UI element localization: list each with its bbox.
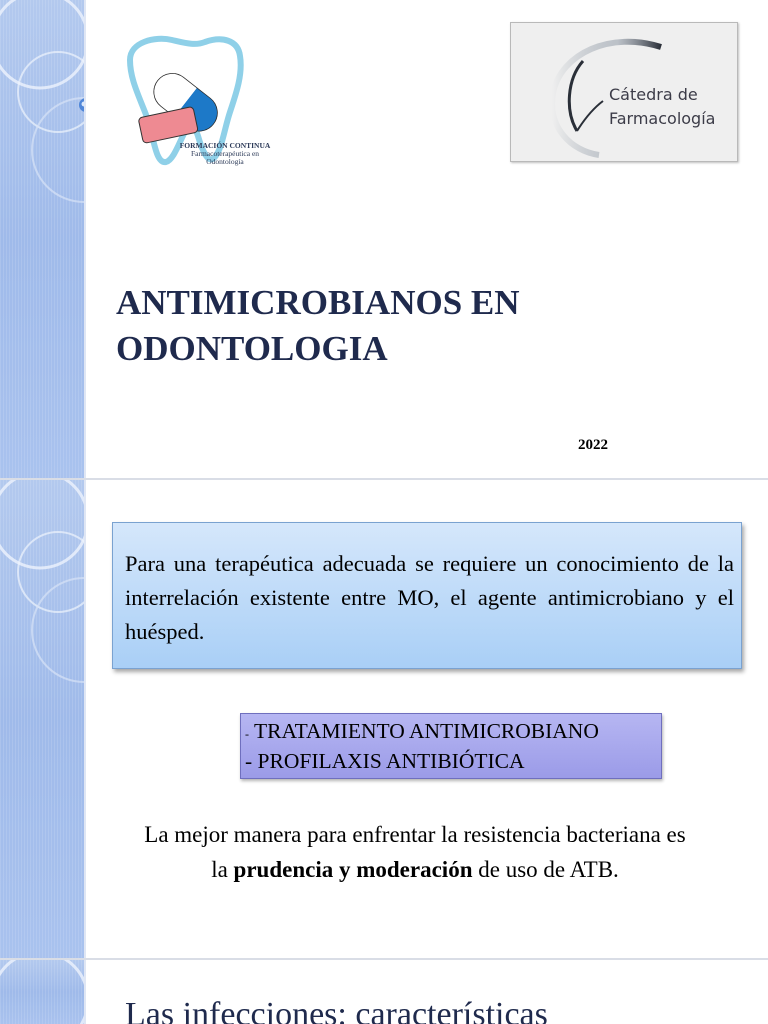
- catedra-logo-line1: Cátedra de: [609, 85, 698, 104]
- catedra-farmacologia-logo: [510, 22, 738, 162]
- band-edge: [84, 0, 86, 478]
- slide-title-line2: ODONTOLOGIA: [116, 329, 388, 368]
- resistance-paragraph: [140, 817, 690, 887]
- band-swirl-graphic: [0, 960, 84, 1024]
- slide-title: [116, 280, 676, 372]
- paragraph-text-end: de uso de ATB.: [472, 857, 619, 882]
- catedra-logo-line2: Farmacología: [609, 109, 716, 128]
- paragraph-text-start: La mejor manera para enfrentar la resistencia bacteriana es la: [144, 822, 686, 882]
- topics-box: [240, 713, 662, 779]
- slide-title-line1: ANTIMICROBIANOS EN: [116, 283, 520, 322]
- topic-item-2: - PROFILAXIS ANTIBIÓTICA: [245, 749, 525, 773]
- logo-caption-line3: Odontología: [206, 157, 244, 166]
- slide-2: [0, 480, 768, 958]
- band-edge: [84, 960, 86, 1024]
- topic-item-1-text: TRATAMIENTO ANTIMICROBIANO: [254, 719, 599, 743]
- slide-year: 2022: [578, 437, 608, 453]
- logo-caption: [160, 142, 290, 166]
- catedra-logo-text: [609, 83, 715, 131]
- logo-caption-line1: FORMACIÓN CONTINUA: [179, 141, 271, 150]
- slide-3-title: Las infecciones: características: [125, 996, 548, 1024]
- info-box: [112, 522, 742, 669]
- slide-3: [0, 960, 768, 1024]
- decorative-side-band: [0, 480, 84, 958]
- slide-1: [0, 0, 768, 478]
- logo-caption-line2: Farmacoterapéutica en: [190, 149, 260, 158]
- paragraph-emphasis: prudencia y moderación: [233, 857, 473, 882]
- topic-item-1: [245, 716, 599, 749]
- band-edge: [84, 480, 86, 958]
- topic-item-1-dash: -: [245, 727, 249, 741]
- decorative-side-band: [0, 0, 84, 478]
- decorative-side-band: [0, 960, 84, 1024]
- info-box-text: Para una terapéutica adecuada se requiere un conocimiento de la interrelación existente entre MO, el agente antimicrobiano y el huésped.: [125, 551, 734, 644]
- band-swirl-graphic: [0, 480, 84, 958]
- band-swirl-graphic: [0, 0, 84, 478]
